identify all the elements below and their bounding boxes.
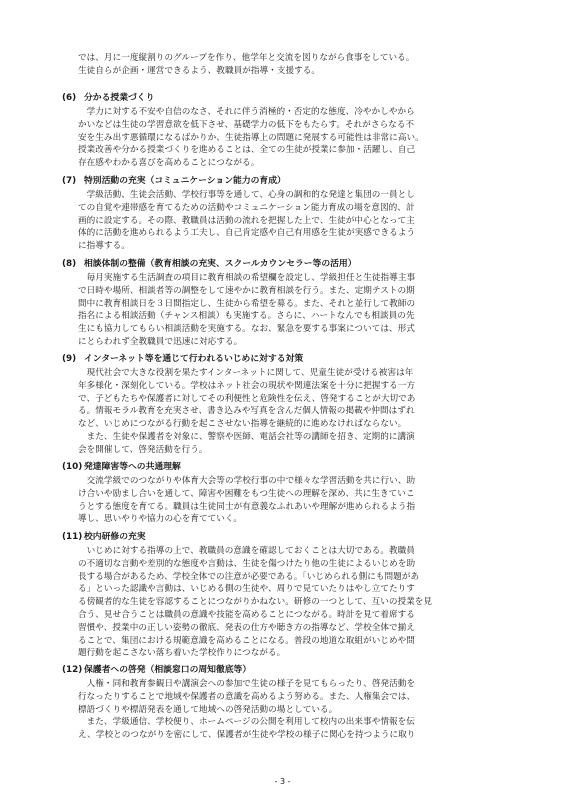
section-title: 校内研修の充実 (84, 532, 146, 542)
section-title: 相談体制の整備（教育相談の充実、スクールカウンセラー等の活用） (84, 259, 357, 269)
section-title: 特別活動の充実（コミュニケーション能力の育成） (84, 176, 286, 186)
intro-paragraph (78, 52, 518, 78)
section-title: 発達障害等への共通理解 (84, 462, 181, 472)
text-line: 画的に設定する。その際、教職員は活動の流れを把握した上で、生徒が中心となって主 (78, 215, 415, 226)
section-number: (10) (62, 462, 83, 472)
page-number: - 3 - (274, 777, 291, 786)
text-line: 題行動を起こさない落ち着いた学校作りにつながる。 (78, 648, 286, 659)
text-line: 存在感やわかる喜びを高めることにつながる。 (78, 158, 260, 169)
section-number: (9) (62, 354, 77, 364)
section-number: (11) (62, 532, 83, 542)
text-line: け合いや励まし合いを通して、障害や困難をもつ生徒への理解を深め、共に生きていこ (78, 488, 415, 499)
text-line: の不適切な言動や差別的な態度や言動は、生徒を傷つけたり他の生徒によるいじめを助 (78, 558, 416, 569)
text-line: また、生徒や保護者を対象に、警察や医師、電話会社等の講師を招き、定期的に講演 (78, 431, 415, 442)
section-body-11 (78, 545, 518, 660)
section-heading-12 (62, 664, 522, 677)
section-body-7 (78, 189, 518, 253)
text-line: うとする態度を育てる。職員は生徒同士が有意義なふれあいや理解が進められるよう指 (78, 501, 416, 512)
text-line: 現代社会で大きな役割を果たすインターネットに関して、児童生徒が受ける被害は年 (78, 368, 414, 378)
text-line: 習慣や、授業中の正しい姿勢の徹底、発表の仕方や聴き方の指導など、学校全体で揃え (78, 622, 415, 633)
section-body-10 (78, 475, 518, 526)
text-line: 毎月実施する生活調査の項目に教育相談の希望欄を設定し、学級担任と生徒指導主事 (78, 273, 416, 283)
section-number: (6) (62, 93, 77, 103)
section-body-8 (78, 272, 518, 349)
text-line: 会を開催して、啓発活動を行う。 (78, 444, 208, 455)
text-line: 人権・同和教育参観日や講演会への参加で生徒の様子を見てもらったり、啓発活動を (78, 679, 416, 689)
text-line: 安を生み出す悪循環になるばかりか、生徒指導上の問題に発展する可能性は非常に高い。 (78, 132, 424, 143)
section-heading-10 (62, 461, 522, 474)
text-line: 授業改善や分かる授業づくりを進めることは、全ての生徒が授業に参加・活躍し、自己 (78, 145, 416, 156)
text-line: る傍観者的な生徒を容認することにつながりかねない。研修の一つとして、互いの授業を見 (78, 597, 433, 608)
text-line: 体的に活動を進められるよう工夫し、自己肯定感や自己有用感を生徒が実感できるよう (78, 228, 416, 239)
section-number: (7) (62, 176, 77, 186)
text-line: また、学級通信、学校便り、ホームページの公開を利用して校内の出来事や情報を伝 (78, 717, 415, 728)
section-number: (8) (62, 259, 77, 269)
text-line: いじめに対する指導の上で、教職員の意識を確認しておくことは大切である。教職員 (78, 546, 415, 556)
text-line: ることで、集団における規範意識を高めることになる。普段の地道な取組がいじめや問 (78, 635, 415, 646)
text-line: 長する場合があるため、学校全体での注意が必要である。「いじめられる側にも問題があ (78, 571, 420, 582)
text-line: 生にも協力してもらい相談活動を実施する。なお、緊急を要する事案については、形式 (78, 324, 415, 335)
text-line: ての自覚や連帯感を育てるための活動やコミュニケーション能力育成の場を意図的、計 (78, 202, 415, 213)
section-heading-8 (62, 258, 522, 271)
section-heading-6 (62, 92, 522, 105)
section-number: (12) (62, 665, 83, 675)
text-line: 行なったりすることで地域や保護者の意識を高めるよう努める。また、人権集会では、 (78, 691, 416, 702)
text-line: 交流学級でのつながりや体育大会等の学校行事の中で様々な学習活動を共に行い、助 (78, 476, 416, 486)
text-line: る」といった認識や言動は、いじめる側の生徒や、周りで見ていたりはやし立てたりす (78, 584, 415, 595)
section-title: インターネット等を通じて行われるいじめに対する対策 (84, 354, 304, 364)
text-line: 生徒自らが企画・運営できるよう、教職員が指導・支援する。 (78, 65, 321, 76)
section-heading-7 (62, 175, 522, 188)
text-line: 指名による相談活動（チャンス相談）も実施する。さらに、ハートなんでも相談員の先 (78, 311, 415, 322)
text-line: にとらわれず全教職員で迅速に対応する。 (78, 336, 243, 347)
section-body-12 (78, 678, 518, 742)
section-body-9 (78, 367, 518, 457)
text-line: 導し、思いやりや協力の心を育てていく。 (78, 514, 243, 525)
text-line: で日時や場所、相談者等の調整をして速やかに教育相談を行う。また、定期テストの期 (78, 285, 415, 296)
text-line: 学力に対する不安や自信のなさ、それに伴う消極的・否定的な態度、冷やかしやから (78, 107, 415, 117)
text-line: で、子どもたちや保護者に対してその利便性と危険性を伝え、啓発することが大切であ (78, 393, 416, 404)
text-line: に指導する。 (78, 241, 130, 252)
text-line: 間中に教育相談日を３日間指定し、生徒から希望を募る。また、それと並行して教師の (78, 298, 416, 309)
text-line: では、月に一度縦割りのグループを作り、他学年と交流を図りながら食事をしている。 (78, 53, 415, 63)
section-title: 保護者への啓発（相談窓口の周知徹底等） (84, 665, 252, 675)
section-body-6 (78, 106, 518, 170)
text-line: る。情報モラル教育を充実させ、書き込みや写真を含んだ個人情報の掲載や仲間はずれ (78, 406, 415, 417)
text-line: 学級活動、生徒会活動、学校行事等を通して、心身の調和的な発達と集団の一員とし (78, 190, 415, 200)
text-line: など、いじめにつながる行動を起こさせない指導を継続的に進めなければならない。 (78, 419, 407, 430)
section-title: 分かる授業づくり (84, 93, 155, 103)
section-heading-9 (62, 353, 522, 366)
text-line: かいなどは生徒の学習意欲を低下させ、基礎学力の低下をもたらす。それがさらなる不 (78, 119, 415, 130)
section-heading-11 (62, 531, 522, 544)
text-line: 標語づくりや標語発表を通して地域への啓発活動の場としている。 (78, 704, 338, 715)
text-line: え、学校とのつながりを密にして、保護者が生徒や学校の様子に関心を持つように取り (78, 730, 416, 741)
text-line: 合う、見せ合うことは職員の意識や技能を高めることにつながる。時計を見て着席する (78, 609, 415, 620)
text-line: 年多様化・深刻化している。学校はネット社会の現状や関連法案を十分に把握する一方 (78, 380, 416, 391)
